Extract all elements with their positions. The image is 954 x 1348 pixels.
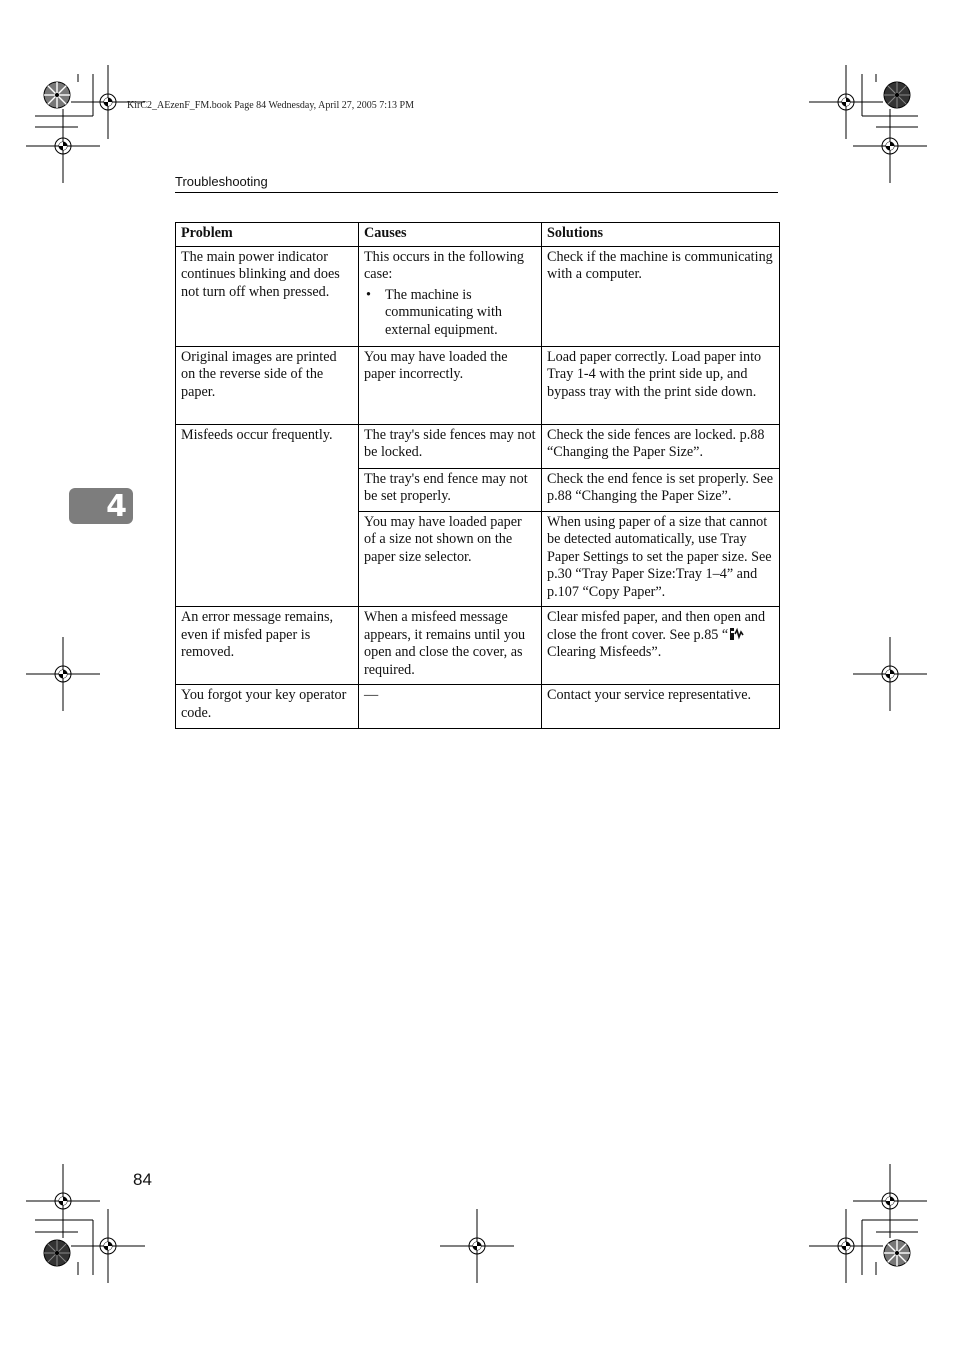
solution-text-before: Clear misfed paper, and then open and close the front cover. See p.85 “ [547,609,766,643]
table-row [176,246,780,346]
registration-mark-icon [26,637,100,711]
page-number: 84 [133,1170,152,1189]
table-row [176,607,780,685]
chapter-number: 4 [106,489,127,524]
cause-cell: When a misfeed message appears, it remains until you open and close the cover, as required. [359,607,542,685]
problem-cell: An error message remains, even if misfed paper is removed. [176,607,359,685]
solution-cell: Check the end fence is set properly. See p.88 “Changing the Paper Size”. [542,468,780,511]
table-row [176,424,780,468]
solution-cell: When using paper of a size that cannot be detected automatically, use Tray Paper Settings to set the paper size. See p.30 “Tray Paper Size:Tray 1–4” and p.107 “Copy Paper”. [542,511,780,607]
column-header-solutions: Solutions [542,223,780,247]
section-title: Troubleshooting [175,174,268,189]
color-wheel-icon [883,1239,911,1267]
file-info: KirC2_AEzenF_FM.book Page 84 Wednesday, April 27, 2005 7:13 PM [127,100,414,111]
cause-cell: You may have loaded the paper incorrectly. [359,346,542,424]
registration-mark-icon [71,1209,145,1283]
problem-cell: Original images are printed on the reverse side of the paper. [176,346,359,424]
column-header-causes: Causes [359,223,542,247]
solution-cell: Load paper correctly. Load paper into Tray 1-4 with the print side up, and bypass tray with the print side down. [542,346,780,424]
cause-cell: The tray's end fence may not be set properly. [359,468,542,511]
table-header-row [176,223,780,247]
running-header [175,174,778,193]
cause-cell: You may have loaded paper of a size not shown on the paper size selector. [359,511,542,607]
cause-cell: The tray's side fences may not be locked. [359,424,542,468]
color-wheel-icon [43,81,71,109]
table-row [176,685,780,729]
misfeed-icon [728,627,744,641]
solution-cell: Check the side fences are locked. p.88 “Changing the Paper Size”. [542,424,780,468]
registration-mark-icon [440,1209,514,1283]
problem-cell: Misfeeds occur frequently. [176,424,359,607]
cause-cell: — [359,685,542,729]
solution-cell: Check if the machine is communicating with a computer. [542,246,780,346]
problem-cell: The main power indicator continues blinking and does not turn off when pressed. [176,246,359,346]
cause-cell [359,246,542,346]
chapter-tab [69,488,133,524]
problem-cell: You forgot your key operator code. [176,685,359,729]
color-wheel-icon [43,1239,71,1267]
registration-mark-icon [853,637,927,711]
solution-cell: Contact your service representative. [542,685,780,729]
registration-mark-icon [853,1164,927,1238]
solution-text-after: Clearing Misfeeds”. [547,644,662,660]
column-header-problem: Problem [176,223,359,247]
troubleshooting-table [175,222,780,729]
cause-intro: This occurs in the following case: [364,248,524,282]
solution-cell [542,607,780,685]
color-wheel-icon [883,81,911,109]
table-row [176,346,780,424]
cause-list [364,287,536,340]
registration-mark-icon [853,109,927,183]
cause-bullet: • The machine is communicating with external equipment. [385,287,536,340]
